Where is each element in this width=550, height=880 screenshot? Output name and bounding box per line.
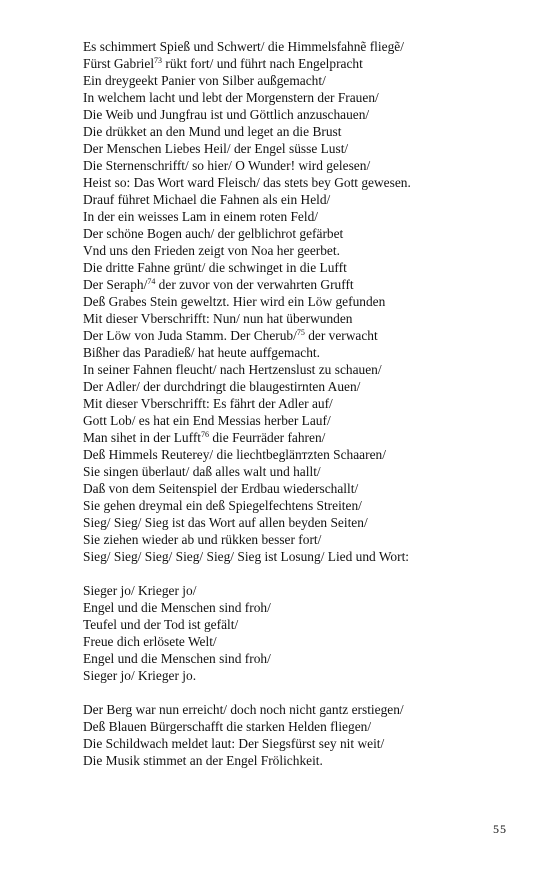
verse-line: [83, 276, 523, 293]
verse-text-continued: rükt fort/ und führt nach Engelpracht: [162, 56, 363, 71]
verse-text: Ein dreygeekt Panier von Silber außgemacht/: [83, 73, 326, 88]
verse-line: [83, 361, 523, 378]
stanza: [83, 38, 523, 565]
page-number: 55: [493, 822, 507, 836]
verse-line: [83, 446, 523, 463]
verse-text: Sie gehen dreymal ein deß Spiegelfechtens Streiten/: [83, 498, 362, 513]
verse-text: In welchem lacht und lebt der Morgenstern der Frauen/: [83, 90, 379, 105]
verse-line: [83, 650, 523, 667]
verse-line: [83, 718, 523, 735]
verse-line: [83, 123, 523, 140]
stanza: [83, 582, 523, 684]
verse-text: Die Weib und Jungfrau ist und Göttlich anzuschauen/: [83, 107, 370, 122]
verse-text: Sieg/ Sieg/ Sieg/ Sieg/ Sieg/ Sieg ist Losung/ Lied und Wort:: [83, 549, 410, 564]
verse-text: Der schöne Bogen auch/ der gelblichrot gefärbet: [83, 226, 344, 241]
verse-text: Vnd uns den Frieden zeigt von Noa her geerbet.: [83, 243, 340, 258]
verse-line: [83, 140, 523, 157]
footnote-marker: 74: [147, 277, 156, 286]
verse-text-continued: der zuvor von der verwahrten Grufft: [155, 277, 354, 292]
verse-text: Der Menschen Liebes Heil/ der Engel süsse Lust/: [83, 141, 349, 156]
verse-line: [83, 157, 523, 174]
verse-line: [83, 395, 523, 412]
verse-text: Die drükket an den Mund und leget an die Brust: [83, 124, 342, 139]
verse-text: Die Schildwach meldet laut: Der Siegsfürst sey nit weit/: [83, 736, 385, 751]
verse-line: [83, 191, 523, 208]
verse-text: In seiner Fahnen fleucht/ nach Hertzenslust zu schauen/: [83, 362, 382, 377]
verse-text: Es schimmert Spieß und Schwert/ die Himmelsfahnẽ fliegẽ/: [83, 39, 404, 54]
verse-line: [83, 89, 523, 106]
verse-line: [83, 412, 523, 429]
verse-text: Sie singen überlaut/ daß alles walt und hallt/: [83, 464, 321, 479]
verse-text: Teufel und der Tod ist gefält/: [83, 617, 239, 632]
verse-text: Drauf führet Michael die Fahnen als ein Held/: [83, 192, 331, 207]
poem-text: [83, 38, 523, 786]
verse-line: [83, 310, 523, 327]
footnote-marker: 76: [201, 430, 210, 439]
verse-line: [83, 38, 523, 55]
verse-text: Engel und die Menschen sind froh/: [83, 600, 271, 615]
verse-text: Sieger jo/ Krieger jo/: [83, 583, 197, 598]
verse-text: Heist so: Das Wort ward Fleisch/ das stets bey Gott gewesen.: [83, 175, 411, 190]
verse-text: Freue dich erlösete Welt/: [83, 634, 217, 649]
verse-text: Fürst Gabriel: [83, 56, 155, 71]
verse-line: [83, 480, 523, 497]
verse-line: [83, 599, 523, 616]
verse-text-continued: die Feurräder fahren/: [209, 430, 326, 445]
stanza: [83, 701, 523, 769]
verse-text: Deß Blauen Bürgerschafft die starken Helden fliegen/: [83, 719, 372, 734]
verse-text: Die Sternenschrifft/ so hier/ O Wunder! wird gelesen/: [83, 158, 371, 173]
verse-text: Der Berg war nun erreicht/ doch noch nicht gantz erstiegen/: [83, 702, 404, 717]
verse-text: Engel und die Menschen sind froh/: [83, 651, 271, 666]
verse-text-continued: der verwacht: [304, 328, 378, 343]
verse-line: [83, 106, 523, 123]
verse-text: Deß Grabes Stein geweltzt. Hier wird ein Löw gefunden: [83, 294, 386, 309]
verse-line: [83, 701, 523, 718]
verse-text: Mit dieser Vberschrifft: Es fährt der Adler auf/: [83, 396, 333, 411]
verse-text: Man sihet in der Lufft: [83, 430, 202, 445]
verse-text: Der Löw von Juda Stamm. Der Cherub/: [83, 328, 297, 343]
verse-line: [83, 616, 523, 633]
verse-line: [83, 548, 523, 565]
verse-line: [83, 208, 523, 225]
verse-line: [83, 327, 523, 344]
verse-text: Die Musik stimmet an der Engel Frölichkeit.: [83, 753, 323, 768]
footnote-marker: 75: [296, 328, 305, 337]
verse-line: [83, 72, 523, 89]
verse-line: [83, 55, 523, 72]
verse-text: In der ein weisses Lam in einem roten Feld/: [83, 209, 319, 224]
verse-line: [83, 463, 523, 480]
verse-line: [83, 344, 523, 361]
verse-text: Der Adler/ der durchdringt die blaugestirnten Auen/: [83, 379, 361, 394]
verse-text: Daß von dem Seitenspiel der Erdbau wiederschallt/: [83, 481, 359, 496]
verse-line: [83, 514, 523, 531]
verse-text: Mit dieser Vberschrifft: Nun/ nun hat überwunden: [83, 311, 353, 326]
verse-line: [83, 259, 523, 276]
verse-line: [83, 497, 523, 514]
verse-text: Sieger jo/ Krieger jo.: [83, 668, 197, 683]
verse-line: [83, 735, 523, 752]
verse-line: [83, 752, 523, 769]
verse-text: Deß Himmels Reuterey/ die liechtbeglänтzten Schaaren/: [83, 447, 386, 462]
verse-line: [83, 293, 523, 310]
verse-text: Sie ziehen wieder ab und rükken besser fort/: [83, 532, 322, 547]
verse-text: Bißher das Paradieß/ hat heute auffgemacht.: [83, 345, 320, 360]
verse-line: [83, 582, 523, 599]
verse-line: [83, 633, 523, 650]
verse-line: [83, 225, 523, 242]
footnote-marker: 73: [154, 56, 163, 65]
verse-line: [83, 174, 523, 191]
verse-text: Die dritte Fahne grünt/ die schwinget in die Lufft: [83, 260, 347, 275]
verse-line: [83, 242, 523, 259]
verse-line: [83, 667, 523, 684]
verse-text: Gott Lob/ es hat ein End Messias herber Lauf/: [83, 413, 331, 428]
verse-line: [83, 378, 523, 395]
verse-text: Der Seraph/: [83, 277, 148, 292]
verse-line: [83, 429, 523, 446]
verse-text: Sieg/ Sieg/ Sieg ist das Wort auf allen beyden Seiten/: [83, 515, 368, 530]
verse-line: [83, 531, 523, 548]
